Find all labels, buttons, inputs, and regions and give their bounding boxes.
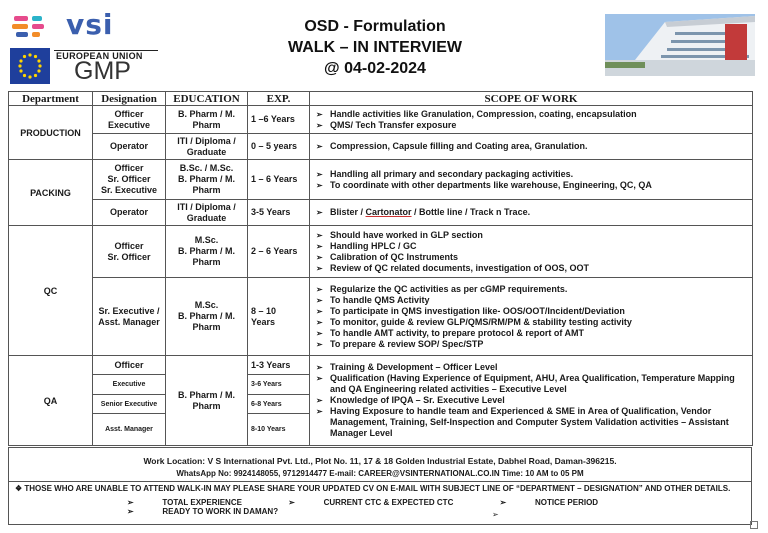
designation: Senior Executive xyxy=(93,395,166,414)
scope-line xyxy=(316,263,749,274)
experience: 1-3 Years xyxy=(248,356,310,375)
scope-line xyxy=(316,317,749,328)
logo-text: vsi xyxy=(66,8,114,41)
education: ITI / Diploma / Graduate xyxy=(166,200,248,226)
vacancy-table xyxy=(8,91,753,446)
table-row xyxy=(9,160,753,200)
experience: 6-8 Years xyxy=(248,395,310,414)
designation: Operator xyxy=(93,200,166,226)
footer-divider xyxy=(9,481,751,482)
scope-line xyxy=(316,109,749,120)
education: ITI / Diploma / Graduate xyxy=(166,134,248,160)
arrow-bullet-icon: ➢ xyxy=(316,142,323,151)
designation: Executive xyxy=(93,375,166,395)
col-designation: Designation xyxy=(93,92,166,106)
scope-item: To handle QMS Activity xyxy=(330,294,430,305)
scope-item: Should have worked in GLP section xyxy=(330,229,483,240)
scope-item: Qualification (Having Experience of Equipment, AHU, Area Qualification, Temperature Mapping and QA Engineering related activities – Executive Level xyxy=(330,373,735,394)
education: M.Sc. B. Pharm / M. Pharm xyxy=(166,278,248,356)
scope-line xyxy=(316,141,749,152)
scope-list xyxy=(310,278,753,356)
dept-qa: QA xyxy=(9,356,93,446)
experience: 1 –6 Years xyxy=(248,106,310,134)
designation: Officer Executive xyxy=(93,106,166,134)
education: B.Sc. / M.Sc. B. Pharm / M. Pharm xyxy=(166,160,248,200)
scope-item: Knowledge of IPQA – Sr. Executive Level xyxy=(330,395,505,405)
scope-item: To prepare & review SOP/ Spec/STP xyxy=(330,338,484,349)
table-row xyxy=(9,200,753,226)
experience: 2 – 6 Years xyxy=(248,226,310,278)
arrow-bullet-icon: ➢ xyxy=(316,306,323,316)
col-department: Department xyxy=(9,92,93,106)
dept-qc: QC xyxy=(9,226,93,356)
experience: 3-5 Years xyxy=(248,200,310,226)
scope-item: Having Exposure to handle team and Experienced & SME in Area of Qualification, Vendor Management, Training, Self-Inspection and Computer System Validation activities – Assistant Manager Level xyxy=(330,406,729,438)
scope-line xyxy=(316,362,749,373)
scope-line xyxy=(316,120,749,131)
col-scope: SCOPE OF WORK xyxy=(310,92,753,106)
education: B. Pharm / M. Pharm xyxy=(166,356,248,446)
scope-item: Calibration of QC Instruments xyxy=(330,251,459,262)
scope-list xyxy=(310,160,753,200)
page-title xyxy=(240,16,510,79)
scope-line xyxy=(316,252,749,263)
table-row xyxy=(9,106,753,134)
scope-line xyxy=(316,328,749,339)
scope-line xyxy=(316,406,749,439)
table-row xyxy=(9,134,753,160)
arrow-bullet-icon: ➢ xyxy=(316,317,323,327)
scope-item: Handling HPLC / GC xyxy=(330,240,417,251)
scope-line xyxy=(316,295,749,306)
scope-list xyxy=(310,134,753,160)
arrow-bullet-icon: ➢ xyxy=(316,263,323,273)
gmp-label: GMP xyxy=(74,57,131,85)
vsi-logo-icon xyxy=(10,14,62,38)
experience: 3-6 Years xyxy=(248,375,310,395)
scope-list xyxy=(310,200,753,226)
arrow-bullet-icon: ➢ xyxy=(316,374,323,383)
scope-list xyxy=(310,356,753,446)
detail-item xyxy=(500,498,621,507)
scope-line xyxy=(316,395,749,406)
designation: Asst. Manager xyxy=(93,414,166,446)
scope-line xyxy=(316,339,749,350)
arrow-bullet-icon: ➢ xyxy=(316,169,323,179)
detail-label: CURRENT CTC & EXPECTED CTC xyxy=(323,498,454,507)
arrow-bullet-icon: ➢ xyxy=(316,120,323,130)
table-header-row xyxy=(9,92,753,106)
table-row xyxy=(9,278,753,356)
arrow-bullet-icon: ➢ xyxy=(492,510,499,519)
arrow-bullet-icon: ➢ xyxy=(127,507,134,516)
eu-label: EUROPEAN UNION xyxy=(56,51,143,61)
scope-line xyxy=(316,230,749,241)
education: B. Pharm / M. Pharm xyxy=(166,106,248,134)
work-location: Work Location: V S International Pvt. Ltd., Plot No. 11, 17 & 18 Golden Industrial Estate, Dabhel Road, Daman-396215. xyxy=(143,456,617,466)
designation: Officer xyxy=(93,356,166,375)
designation: Sr. Executive / Asst. Manager xyxy=(93,278,166,356)
detail-item xyxy=(127,498,264,507)
experience: 1 – 6 Years xyxy=(248,160,310,200)
arrow-bullet-icon: ➢ xyxy=(316,241,323,251)
table-row xyxy=(9,226,753,278)
company-logo xyxy=(8,8,158,85)
walkin-note: ❖ THOSE WHO ARE UNABLE TO ATTEND WALK-IN MAY PLEASE SHARE YOUR UPDATED CV ON E-MAIL WITH SUBJECT LINE OF “DEPARTMENT – DESIGNATION” AND OTHER DETAILS. xyxy=(15,484,731,493)
arrow-bullet-icon: ➢ xyxy=(316,109,323,119)
title-line-2: WALK – IN INTERVIEW xyxy=(288,39,462,56)
scope-item: To coordinate with other departments like warehouse, Engineering, QC, QA xyxy=(330,179,652,190)
table-row xyxy=(9,356,753,375)
scope-line xyxy=(316,241,749,252)
arrow-bullet-icon: ➢ xyxy=(316,407,323,416)
education: M.Sc. B. Pharm / M. Pharm xyxy=(166,226,248,278)
scope-item: Training & Development – Officer Level xyxy=(330,362,498,372)
detail-item xyxy=(288,498,475,507)
experience: 8 – 10 Years xyxy=(248,278,310,356)
scope-line xyxy=(316,169,749,180)
arrow-bullet-icon: ➢ xyxy=(127,498,134,507)
arrow-bullet-icon: ➢ xyxy=(499,498,507,507)
experience: 0 – 5 years xyxy=(248,134,310,160)
scope-line xyxy=(316,373,749,395)
col-exp: EXP. xyxy=(248,92,310,106)
arrow-bullet-icon: ➢ xyxy=(316,284,323,294)
arrow-bullet-icon: ➢ xyxy=(316,396,323,405)
arrow-bullet-icon: ➢ xyxy=(316,180,323,190)
detail-label: NOTICE PERIOD xyxy=(534,498,599,507)
building-photo xyxy=(605,14,755,76)
scope-line xyxy=(316,284,749,295)
eu-flag-icon xyxy=(10,48,50,84)
scope-item: To monitor, guide & review GLP/QMS/RM/PM & stability testing activity xyxy=(330,316,632,327)
required-details xyxy=(127,498,751,516)
scope-line xyxy=(316,180,749,191)
arrow-bullet-icon: ➢ xyxy=(288,498,295,507)
dept-packing: PACKING xyxy=(9,160,93,226)
scope-item: Compression, Capsule filling and Coating area, Granulation. xyxy=(330,141,588,151)
arrow-bullet-icon: ➢ xyxy=(316,295,323,305)
scope-line xyxy=(316,306,749,317)
arrow-bullet-icon: ➢ xyxy=(316,328,323,338)
scope-item: QMS/ Tech Transfer exposure xyxy=(330,119,457,130)
detail-label: READY TO WORK IN DAMAN? xyxy=(162,507,279,516)
dept-production: PRODUCTION xyxy=(9,106,93,160)
title-line-1: OSD - Formulation xyxy=(304,18,446,35)
arrow-bullet-icon: ➢ xyxy=(316,339,323,349)
footer xyxy=(8,447,752,525)
scope-list xyxy=(310,106,753,134)
col-education: EDUCATION xyxy=(166,92,248,106)
scope-list xyxy=(310,226,753,278)
scope-item: Review of QC related documents, investigation of OOS, OOT xyxy=(330,262,590,273)
contact-line: WhatsApp No: 9924148055, 9712914477 E-mail: CAREER@VSINTERNATIONAL.CO.IN Time: 10 AM to 05 PM xyxy=(176,469,584,478)
scope-item: To participate in QMS investigation like- OOS/OOT/Incident/Deviation xyxy=(330,305,625,316)
experience: 8-10 Years xyxy=(248,414,310,446)
arrow-bullet-icon: ➢ xyxy=(316,252,323,262)
scope-item: Handling all primary and secondary packaging activities. xyxy=(330,168,574,179)
arrow-bullet-icon: ➢ xyxy=(316,363,323,372)
scope-item: Handle activities like Granulation, Compression, coating, encapsulation xyxy=(330,108,637,119)
scope-item: / Bottle line / Track n Trace. xyxy=(411,207,531,217)
eu-gmp-badge xyxy=(10,48,158,84)
detail-item xyxy=(127,507,300,516)
scope-item: Regularize the QC activities as per cGMP requirements. xyxy=(330,283,568,294)
detail-label: TOTAL EXPERIENCE xyxy=(162,498,242,507)
designation: Officer Sr. Officer Sr. Executive xyxy=(93,160,166,200)
scope-item: Blister / xyxy=(330,207,366,217)
designation: Officer Sr. Officer xyxy=(93,226,166,278)
designation: Operator xyxy=(93,134,166,160)
title-line-3: @ 04-02-2024 xyxy=(324,60,426,77)
scope-item: To handle AMT activity, to prepare protocol & report of AMT xyxy=(330,327,585,338)
corner-marker xyxy=(750,521,758,529)
arrow-bullet-icon: ➢ xyxy=(316,208,323,217)
arrow-bullet-icon: ➢ xyxy=(316,230,323,240)
scope-item: Cartonator xyxy=(365,207,412,217)
